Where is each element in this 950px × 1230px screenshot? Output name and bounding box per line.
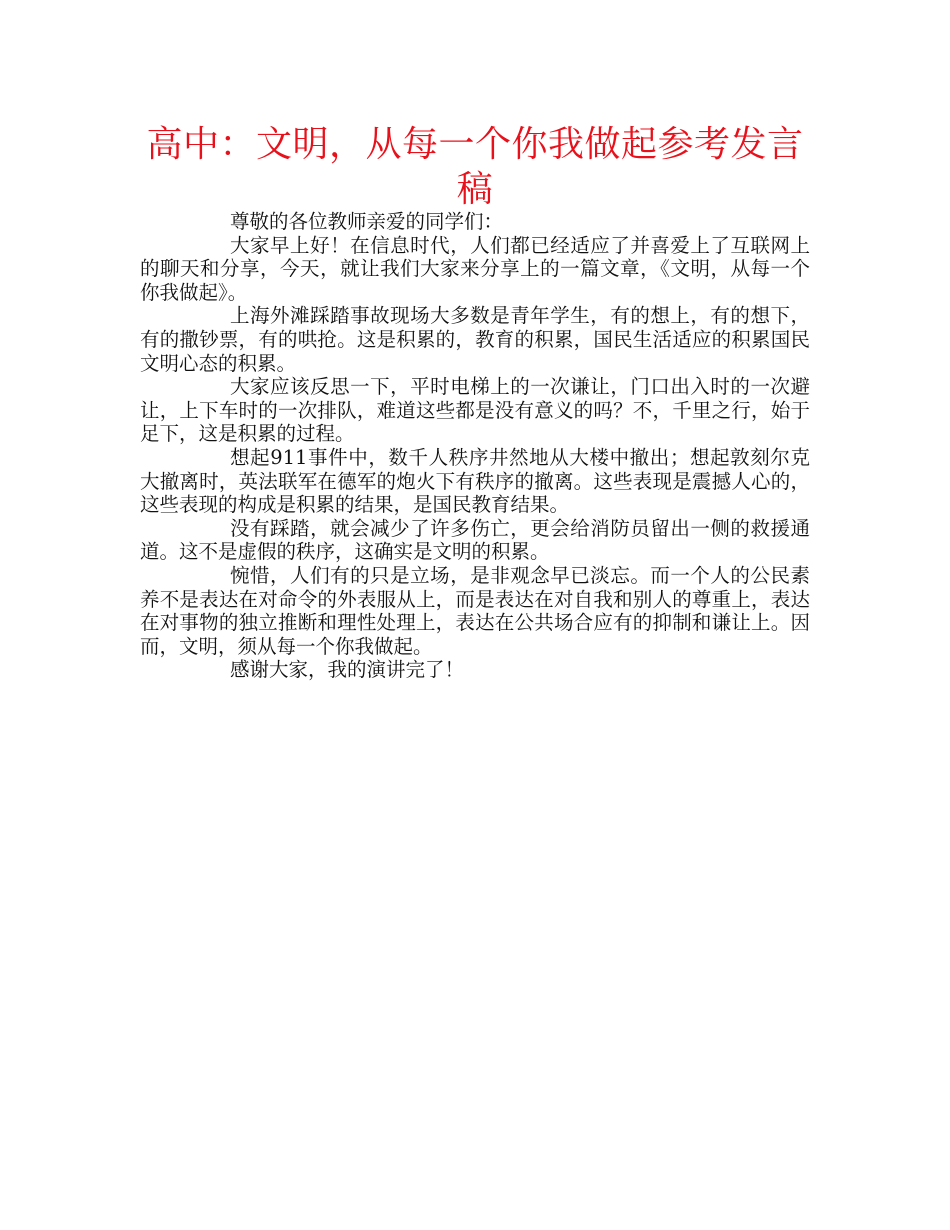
paragraph-civic-literacy: 惋惜，人们有的只是立场，是非观念早已淡忘。而一个人的公民素养不是表达在对命令的外表服从上，而是表达在对自我和别人的尊重上，表达在对事物的独立推断和理性处理上，表达在公共场合应有的抑制和谦让上。因而，文明，须从每一个你我做起。 (140, 563, 810, 658)
paragraph-salutation: 尊敬的各位教师亲爱的同学们： (230, 210, 504, 233)
document-body (140, 210, 810, 682)
paragraph-no-stampede: 没有踩踏，就会减少了许多伤亡，更会给消防员留出一侧的救援通道。这不是虚假的秩序，这确实是文明的积累。 (140, 516, 810, 564)
paragraph-shanghai-stampede: 上海外滩踩踏事故现场大多数是青年学生，有的想上，有的想下，有的撒钞票，有的哄抢。这是积累的，教育的积累，国民生活适应的积累国民文明心态的积累。 (140, 304, 810, 375)
paragraph-911-dunkirk: 想起911事件中，数千人秩序井然地从大楼中撤出；想起敦刻尔克大撤离时，英法联军在德军的炮火下有秩序的撤离。这些表现是震撼人心的，这些表现的构成是积累的结果，是国民教育结果。 (140, 445, 810, 517)
paragraph-closing: 感谢大家，我的演讲完了！ (230, 658, 465, 682)
paragraph-greeting: 大家早上好！在信息时代，人们都已经适应了并喜爱上了互联网上的聊天和分享，今天，就让我们大家来分享上的一篇文章，《文明，从每一个你我做起》。 (140, 233, 810, 304)
paragraph-reflection: 大家应该反思一下，平时电梯上的一次谦让，门口出入时的一次避让，上下车时的一次排队，难道这些都是没有意义的吗？不，千里之行，始于足下，这是积累的过程。 (140, 375, 810, 446)
document-title: 高中：文明，从每一个你我做起参考发言稿 (146, 124, 804, 210)
